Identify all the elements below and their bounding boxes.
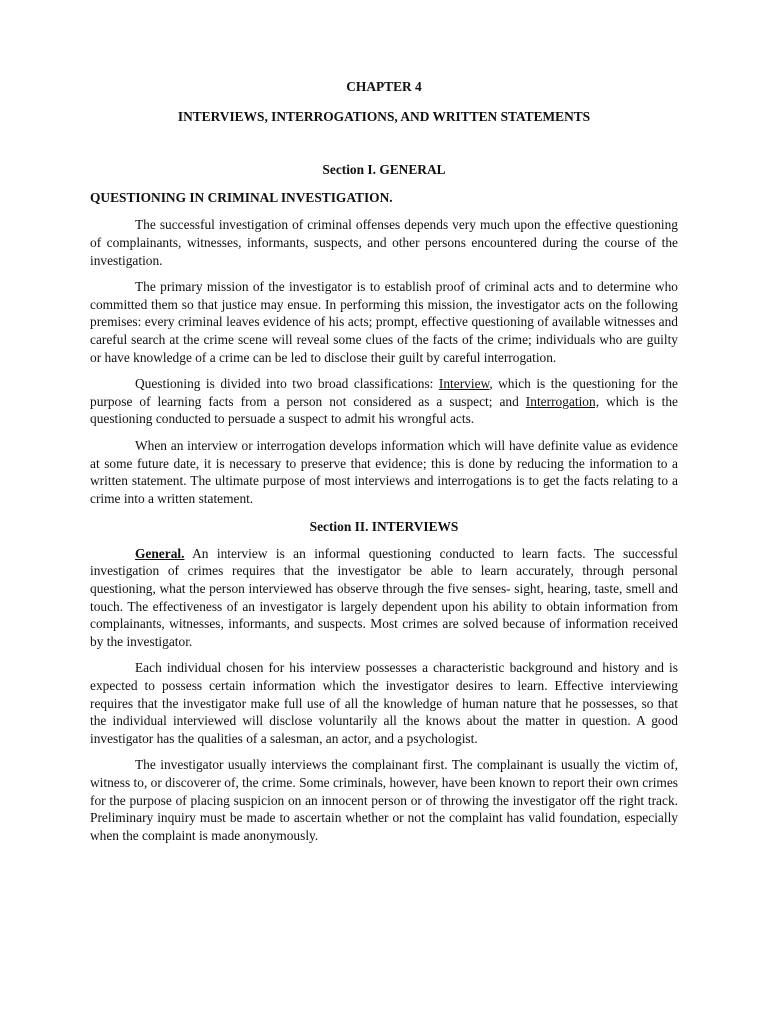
paragraph-6: Each individual chosen for his interview possesses a characteristic background and history and is expected to possess certain information which the investigator desires to learn. Effective interviewing requires that the investigator make full use of all the knowledge of human nature that he possesses, so that the individual interviewed will disclose voluntarily all the knows about the matter in question. A good investigator has the qualities of a salesman, an actor, and a psychologist.	[90, 660, 678, 746]
paragraph-7: The investigator usually interviews the complainant first. The complainant is usually the victim of, witness to, or discoverer of, the crime. Some criminals, however, have been known to report their own crimes for the purpose of placing suspicion on an innocent person or of throwing the investigator off the right track. Preliminary inquiry must be made to ascertain whether or not the complaint has valid foundation, especially when the complaint is made anonymously.	[90, 757, 678, 843]
paragraph-3-text-a: Questioning is divided into two broad classifications:	[135, 376, 439, 392]
section-1-heading: Section I. GENERAL	[322, 162, 446, 178]
term-general: General.	[135, 545, 185, 561]
paragraph-3	[90, 375, 678, 428]
term-interrogation: Interrogation,	[525, 393, 600, 409]
paragraph-4: When an interview or interrogation develops information which will have definite value as evidence at some future date, it is necessary to preserve that evidence; this is done by reducing the information to a written statement. The ultimate purpose of most interviews and interrogations is to get the facts relating to a crime into a written statement.	[90, 437, 678, 506]
section-2-heading: Section II. INTERVIEWS	[309, 519, 459, 535]
paragraph-1: The successful investigation of criminal offenses depends very much upon the effective questioning of complainants, witnesses, informants, suspects, and other persons encountered during the course of the investigation.	[90, 217, 678, 268]
paragraph-2: The primary mission of the investigator is to establish proof of criminal acts and to determine who committed them so that justice may ensue. In performing this mission, the investigator acts on the following premises: every criminal leaves evidence of his acts; prompt, effective questioning of available witnesses and careful search at the crime scene will reveal some clues of the facts of the crime; individuals who are guilty or have knowledge of a crime can be led to disclose their guilt by careful interrogation.	[90, 279, 678, 365]
paragraph-5-text: An interview is an informal questioning conducted to learn facts. The successful investigation of crimes requires that the investigator be able to learn accurately, through personal questioning, what the person interviewed has observe through the five senses- sight, hearing, taste, smell and touch. The effectiveness of an investigator is largely dependent upon his ability to obtain information from complainants, witnesses, informants, and suspects. Most crimes are solved because of information received by the investigator.	[90, 545, 678, 649]
paragraph-3-text-b: , which is the questioning for the purpose of learning facts from a person not considered as a suspect; and	[90, 376, 678, 409]
document-page	[90, 78, 678, 844]
section-1-subheading: QUESTIONING IN CRIMINAL INVESTIGATION.	[90, 189, 393, 205]
chapter-number: CHAPTER 4	[346, 79, 422, 94]
term-interview: Interview	[438, 376, 490, 392]
paragraph-5	[90, 545, 678, 651]
paragraph-3-text-c: which is the questioning conducted to persuade a suspect to admit his wrongful acts.	[90, 393, 679, 427]
chapter-title: INTERVIEWS, INTERROGATIONS, AND WRITTEN STATEMENTS	[177, 108, 591, 124]
